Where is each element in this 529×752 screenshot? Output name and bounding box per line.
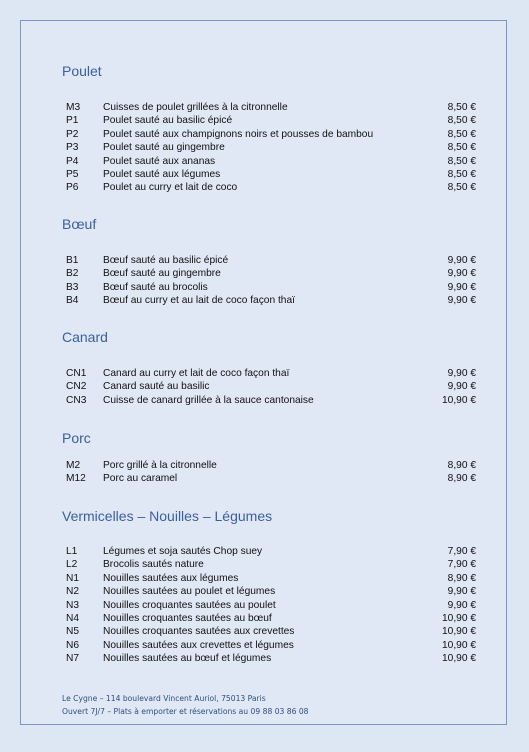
item-code: L2 xyxy=(66,559,78,571)
item-name: Nouilles sautées aux crevettes et légumes xyxy=(103,639,294,651)
section-title-porc: Porc xyxy=(62,430,91,446)
section-title-boeuf: Bœuf xyxy=(62,216,97,232)
item-price: 9,90 € xyxy=(447,368,476,379)
section-list-canard xyxy=(66,367,476,407)
item-code: N5 xyxy=(66,626,80,638)
item-code: CN2 xyxy=(66,381,87,393)
item-name: Légumes et soja sautés Chop suey xyxy=(103,546,263,557)
menu-item xyxy=(66,612,476,625)
menu-item xyxy=(66,599,476,612)
item-price: 8,50 € xyxy=(447,142,476,154)
item-price: 10,90 € xyxy=(442,653,476,665)
section-list-poulet xyxy=(66,101,476,195)
section-list-porc xyxy=(66,459,476,486)
section-title-poulet: Poulet xyxy=(62,63,102,79)
item-code: N2 xyxy=(66,586,80,598)
footer-hours: Ouvert 7J/7 – Plats à emporter et réservations au 09 88 03 86 08 xyxy=(62,707,309,716)
item-code: P6 xyxy=(66,182,79,194)
item-name: Porc au caramel xyxy=(103,473,178,485)
item-code: CN3 xyxy=(66,394,87,406)
item-name: Bœuf sauté au gingembre xyxy=(103,268,221,280)
item-name: Nouilles croquantes sautées au bœuf xyxy=(103,612,272,624)
item-name: Nouilles sautées aux légumes xyxy=(103,572,239,584)
menu-item xyxy=(66,367,476,380)
item-code: N3 xyxy=(66,599,80,611)
menu-item xyxy=(66,128,476,141)
item-name: Cuisses de poulet grillées à la citronnelle xyxy=(103,102,288,113)
menu-item xyxy=(66,652,476,665)
menu-item xyxy=(66,267,476,280)
item-price: 8,50 € xyxy=(447,102,476,113)
item-price: 8,50 € xyxy=(447,128,476,140)
item-name: Porc grillé à la citronnelle xyxy=(103,460,217,471)
menu-item xyxy=(66,294,476,307)
item-code: B2 xyxy=(66,268,79,280)
menu-item xyxy=(66,459,476,472)
item-price: 10,90 € xyxy=(442,612,476,624)
item-name: Poulet sauté aux champignons noirs et pousses de bambou xyxy=(103,128,374,140)
item-price: 8,50 € xyxy=(447,168,476,180)
item-price: 10,90 € xyxy=(442,394,476,406)
item-code: N4 xyxy=(66,612,80,624)
menu-item xyxy=(66,625,476,638)
menu-item xyxy=(66,545,476,558)
menu-item xyxy=(66,181,476,194)
item-name: Bœuf au curry et au lait de coco façon thaï xyxy=(103,295,295,307)
menu-item xyxy=(66,639,476,652)
menu-item xyxy=(66,472,476,485)
item-price: 9,90 € xyxy=(447,255,476,266)
item-code: P4 xyxy=(66,155,79,167)
menu-item xyxy=(66,141,476,154)
item-name: Cuisse de canard grillée à la sauce cantonaise xyxy=(103,394,314,406)
item-code: B3 xyxy=(66,281,79,293)
item-code: P1 xyxy=(66,115,79,127)
menu-item xyxy=(66,114,476,127)
item-price: 9,90 € xyxy=(447,295,476,307)
item-name: Nouilles sautées au poulet et légumes xyxy=(103,586,276,598)
item-price: 7,90 € xyxy=(447,559,476,571)
item-name: Nouilles sautées au bœuf et légumes xyxy=(103,653,272,665)
item-code: N7 xyxy=(66,653,80,665)
section-title-vermicelles: Vermicelles – Nouilles – Légumes xyxy=(62,508,273,524)
item-price: 9,90 € xyxy=(447,381,476,393)
item-code: B4 xyxy=(66,295,79,307)
item-price: 8,50 € xyxy=(447,182,476,194)
item-name: Canard au curry et lait de coco façon thaï xyxy=(103,368,290,379)
item-price: 9,90 € xyxy=(447,268,476,280)
item-price: 7,90 € xyxy=(447,546,476,557)
item-name: Bœuf sauté au basilic épicé xyxy=(103,255,229,266)
item-name: Nouilles croquantes sautées au poulet xyxy=(103,599,276,611)
item-code: N1 xyxy=(66,572,80,584)
item-name: Canard sauté au basilic xyxy=(103,381,210,393)
menu-item xyxy=(66,281,476,294)
item-name: Nouilles croquantes sautées aux crevettes xyxy=(103,626,295,638)
item-code: B1 xyxy=(66,255,79,266)
section-list-vermicelles xyxy=(66,545,476,666)
item-name: Bœuf sauté au brocolis xyxy=(103,281,208,293)
item-code: P2 xyxy=(66,128,79,140)
item-price: 8,50 € xyxy=(447,115,476,127)
item-name: Poulet au curry et lait de coco xyxy=(103,182,238,194)
item-name: Poulet sauté au basilic épicé xyxy=(103,115,233,127)
item-code: M12 xyxy=(66,473,86,485)
menu-item xyxy=(66,168,476,181)
item-price: 8,90 € xyxy=(447,460,476,471)
menu-item xyxy=(66,585,476,598)
menu-item xyxy=(66,380,476,393)
menu-item xyxy=(66,572,476,585)
item-name: Brocolis sautés nature xyxy=(103,559,204,571)
item-price: 8,50 € xyxy=(447,155,476,167)
item-code: M2 xyxy=(66,460,81,471)
item-name: Poulet sauté aux légumes xyxy=(103,168,221,180)
item-code: L1 xyxy=(66,546,78,557)
section-list-boeuf xyxy=(66,254,476,308)
item-code: N6 xyxy=(66,639,80,651)
item-name: Poulet sauté aux ananas xyxy=(103,155,216,167)
menu-item xyxy=(66,558,476,571)
item-code: P3 xyxy=(66,142,79,154)
menu-page xyxy=(20,20,507,725)
menu-item xyxy=(66,101,476,114)
footer-address: Le Cygne – 114 boulevard Vincent Auriol, 75013 Paris xyxy=(62,694,266,703)
menu-item xyxy=(66,155,476,168)
item-price: 8,90 € xyxy=(447,572,476,584)
menu-item xyxy=(66,394,476,407)
menu-item xyxy=(66,254,476,267)
section-title-canard: Canard xyxy=(62,329,108,345)
item-code: CN1 xyxy=(66,368,87,379)
item-code: M3 xyxy=(66,102,81,113)
item-price: 9,90 € xyxy=(447,599,476,611)
item-price: 10,90 € xyxy=(442,626,476,638)
item-price: 9,90 € xyxy=(447,281,476,293)
item-price: 10,90 € xyxy=(442,639,476,651)
item-code: P5 xyxy=(66,168,79,180)
item-name: Poulet sauté au gingembre xyxy=(103,142,225,154)
item-price: 8,90 € xyxy=(447,473,476,485)
item-price: 9,90 € xyxy=(447,586,476,598)
